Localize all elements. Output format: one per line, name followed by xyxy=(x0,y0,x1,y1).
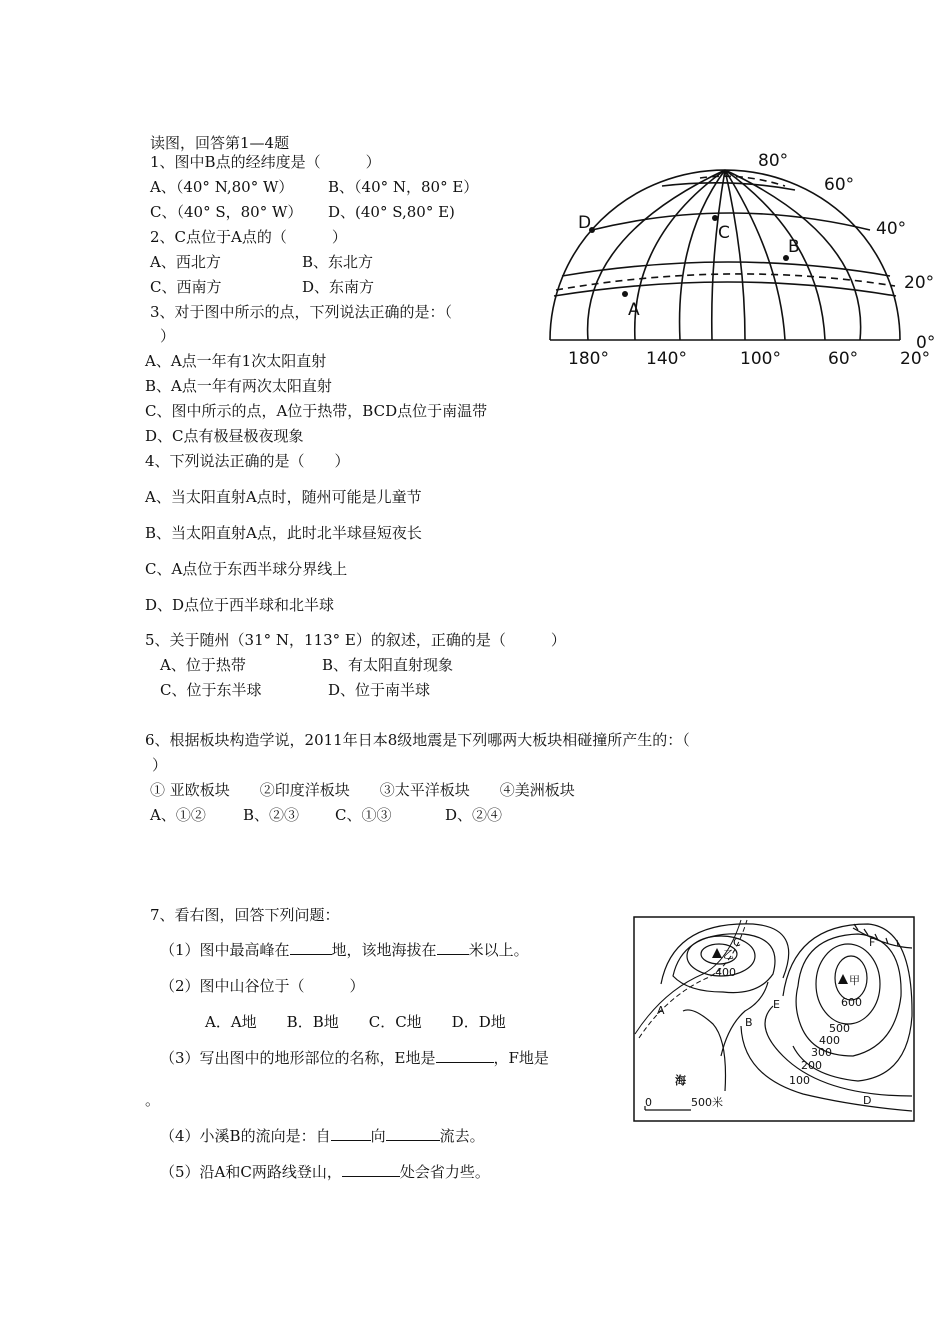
q7-part4 xyxy=(160,1126,485,1146)
contour-label-500: 500 xyxy=(829,1022,850,1035)
point-c-label: C xyxy=(718,223,730,243)
topo-point-c: C xyxy=(733,936,741,949)
point-a-label: A xyxy=(628,300,640,320)
q1-option-c: C、（40° S，80° W） xyxy=(150,203,303,221)
q7-part3-end: 。 xyxy=(145,1091,161,1109)
contour-label-west-400: 400 xyxy=(715,966,736,979)
lon-label-140: 140° xyxy=(646,349,687,369)
q6-close-paren: ） xyxy=(152,756,168,774)
contour-label-100: 100 xyxy=(789,1074,810,1087)
q4-option-b: B、当太阳直射A点，此时北半球昼短夜长 xyxy=(145,524,422,542)
topo-point-d: D xyxy=(863,1094,872,1107)
point-d-label: D xyxy=(578,213,592,233)
contour-label-600: 600 xyxy=(841,996,862,1009)
peak-yi-label: 乙 xyxy=(723,948,734,961)
q6-option-b: B、②③ xyxy=(243,806,300,824)
q7-part3-text-a: （3）写出图中的地形部位的名称，E地是 xyxy=(160,1049,436,1067)
q7-part1-blank-2[interactable] xyxy=(437,940,469,955)
point-b-label: B xyxy=(788,237,800,257)
topo-point-e: E xyxy=(773,998,780,1011)
parallel-10 xyxy=(554,282,896,296)
q7-part4-text-a: （4）小溪B的流向是：自 xyxy=(160,1127,331,1145)
q7-part4-blank-2[interactable] xyxy=(386,1126,440,1141)
q2-option-b: B、东北方 xyxy=(302,253,374,271)
meridian xyxy=(712,170,725,340)
q7-part1 xyxy=(160,940,529,960)
globe-outline xyxy=(550,170,900,340)
peak-jia-label: 甲 xyxy=(849,974,860,987)
q7-part4-text-b: 向 xyxy=(370,1127,386,1145)
meridian xyxy=(588,170,725,340)
q5-option-c: C、位于东半球 xyxy=(160,681,262,699)
scale-zero-label: 0 xyxy=(645,1096,652,1109)
q6-option-a: A、①② xyxy=(150,806,206,824)
lon-label-180: 180° xyxy=(568,349,609,369)
meridian xyxy=(725,170,785,340)
q7-part1-text-b: 地，该地海拔在 xyxy=(331,941,437,959)
q2-option-c: C、西南方 xyxy=(150,278,222,296)
q7-stem: 7、看右图，回答下列问题： xyxy=(150,906,340,924)
contour-label-200: 200 xyxy=(801,1059,822,1072)
topo-point-f: F xyxy=(869,936,876,949)
lat-label-0: 0° xyxy=(916,333,936,353)
q1-stem: 1、图中B点的经纬度是（ ） xyxy=(150,153,381,171)
q4-option-d: D、D点位于西半球和北半球 xyxy=(145,596,335,614)
q7-part1-blank-1[interactable] xyxy=(290,940,332,955)
lat-label-80: 80° xyxy=(758,151,789,171)
q2-option-d: D、东南方 xyxy=(302,278,375,296)
q2-option-a: A、西北方 xyxy=(150,253,221,271)
q6-option-d: D、②④ xyxy=(445,806,503,824)
q6-option-c: C、①③ xyxy=(335,806,392,824)
q7-part1-text-a: （1）图中最高峰在 xyxy=(160,941,290,959)
q7-part5 xyxy=(160,1162,490,1182)
q4-stem: 4、下列说法正确的是（ ） xyxy=(145,452,350,470)
scale-distance-label: 500米 xyxy=(691,1096,723,1109)
q3-option-c: C、图中所示的点，A位于热带，BCD点位于南温带 xyxy=(145,402,488,420)
topo-point-a: A xyxy=(657,1004,665,1017)
q3-option-b: B、A点一年有两次太阳直射 xyxy=(145,377,332,395)
point-c-marker xyxy=(712,215,718,221)
q7-part4-blank-1[interactable] xyxy=(331,1126,371,1141)
meridian xyxy=(725,170,745,340)
intro-text: 读图，回答第1—4题 xyxy=(150,134,290,152)
q4-option-a: A、当太阳直射A点时，随州可能是儿童节 xyxy=(145,488,422,506)
globe-figure xyxy=(540,148,940,373)
lon-label-60: 60° xyxy=(828,349,859,369)
contour-label-400: 400 xyxy=(819,1034,840,1047)
arctic-circle-dashed xyxy=(700,176,785,186)
q3-close-paren: ） xyxy=(160,327,176,345)
q5-stem: 5、关于随州（31° N，113° E）的叙述，正确的是（ ） xyxy=(145,631,566,649)
q7-part5-text-b: 处会省力些。 xyxy=(399,1163,490,1181)
sea-label: 海 xyxy=(675,1074,686,1087)
q7-part5-blank-1[interactable] xyxy=(342,1162,400,1177)
q6-stem: 6、根据板块构造学说，2011年日本8级地震是下列哪两大板块相碰撞所产生的：（ xyxy=(145,731,690,749)
q5-option-d: D、位于南半球 xyxy=(328,681,431,699)
q3-stem: 3、对于图中所示的点，下列说法正确的是：（ xyxy=(150,303,453,321)
q7-part3-text-b: ，F地是 xyxy=(493,1049,549,1067)
q7-part5-text-a: （5）沿A和C两路线登山， xyxy=(160,1163,342,1181)
q7-part2-stem: （2）图中山谷位于（ ） xyxy=(160,977,365,995)
topo-point-b: B xyxy=(745,1016,753,1029)
q3-option-d: D、C点有极昼极夜现象 xyxy=(145,427,304,445)
q7-part3 xyxy=(160,1048,549,1068)
point-a-marker xyxy=(622,291,628,297)
q3-option-a: A、A点一年有1次太阳直射 xyxy=(145,352,327,370)
topo-map-figure xyxy=(633,916,915,1122)
q5-option-a: A、位于热带 xyxy=(160,656,246,674)
q1-option-d: D、(40° S,80° E) xyxy=(328,203,455,221)
q4-option-c: C、A点位于东西半球分界线上 xyxy=(145,560,348,578)
meridian xyxy=(680,170,725,340)
lon-label-100: 100° xyxy=(740,349,781,369)
q7-part4-text-c: 流去。 xyxy=(439,1127,485,1145)
q6-plates: ① 亚欧板块 ②印度洋板块 ③太平洋板块 ④美洲板块 xyxy=(150,781,575,799)
lat-label-40: 40° xyxy=(876,219,907,239)
q7-part1-text-c: 米以上。 xyxy=(468,941,529,959)
q1-option-a: A、（40° N,80° W） xyxy=(150,178,294,196)
q5-option-b: B、有太阳直射现象 xyxy=(322,656,454,674)
lat-label-60: 60° xyxy=(824,175,855,195)
q2-stem: 2、C点位于A点的（ ） xyxy=(150,228,347,246)
parallel-40 xyxy=(592,213,870,230)
q1-option-b: B、（40° N，80° E） xyxy=(328,178,479,196)
q7-part2-options: A．A地 B．B地 C．C地 D．D地 xyxy=(205,1013,506,1031)
q7-part3-blank-1[interactable] xyxy=(436,1048,494,1063)
contour-label-300: 300 xyxy=(811,1046,832,1059)
lat-label-20: 20° xyxy=(904,273,935,293)
lon-label-20: 20° xyxy=(900,349,931,369)
